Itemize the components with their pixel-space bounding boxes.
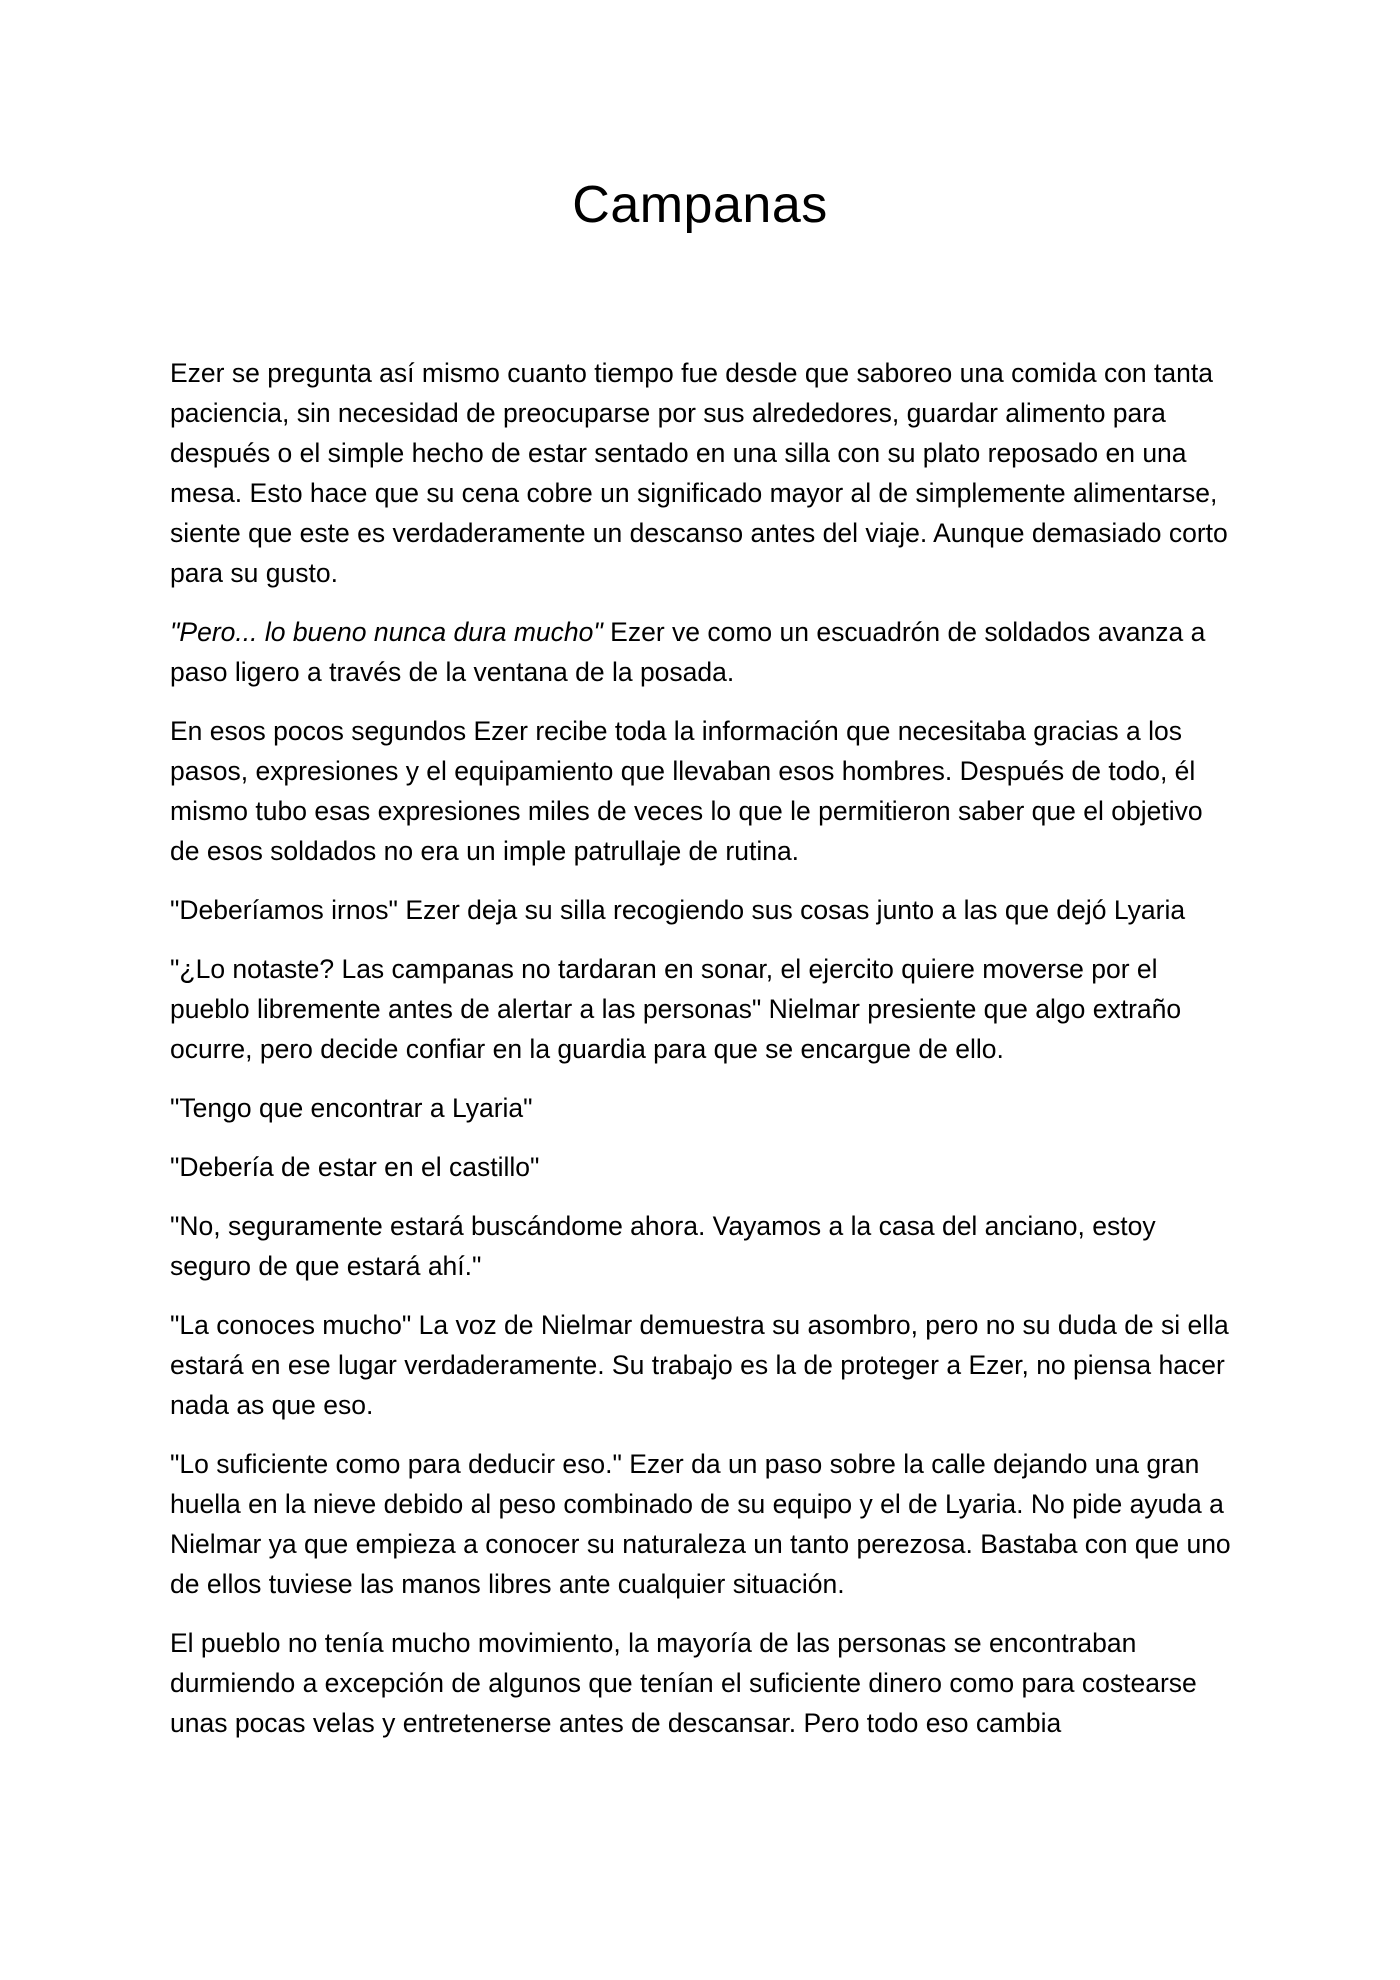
paragraph: "Debería de estar en el castillo"	[170, 1152, 540, 1182]
paragraph: "Tengo que encontrar a Lyaria"	[170, 1093, 533, 1123]
paragraph: "No, seguramente estará buscándome ahora. Vayamos a la casa del anciano, estoy seguro de que estará ahí."	[170, 1211, 1156, 1281]
paragraph: "¿Lo notaste? Las campanas no tardaran en sonar, el ejercito quiere moverse por el pueblo libremente antes de alertar a las personas" Nielmar presiente que algo extraño ocurre, pero decide confiar en la guardia para que se encargue de ello.	[170, 954, 1182, 1064]
document-body	[170, 353, 1236, 1762]
paragraph: "La conoces mucho" La voz de Nielmar demuestra su asombro, pero no su duda de si ella estará en ese lugar verdaderamente. Su trabajo es la de proteger a Ezer, no piensa hacer nada as que eso.	[170, 1310, 1229, 1420]
paragraph: El pueblo no tenía mucho movimiento, la mayoría de las personas se encontraban durmiendo a excepción de algunos que tenían el suficiente dinero como para costearse unas pocas velas y entretenerse antes de descansar. Pero todo eso cambia	[170, 1628, 1197, 1738]
paragraph-text: Ezer ve como un escuadrón de soldados avanza a paso ligero a través de la ventana de la posada.	[170, 617, 1206, 687]
paragraph: Ezer se pregunta así mismo cuanto tiempo fue desde que saboreo una comida con tanta paciencia, sin necesidad de preocuparse por sus alrededores, guardar alimento para después o el simple hecho de estar sentado en una silla con su plato reposado en una mesa. Esto hace que su cena cobre un significado mayor al de simplemente alimentarse, siente que este es verdaderamente un descanso antes del viaje. Aunque demasiado corto para su gusto.	[170, 358, 1228, 588]
document-title: Campanas	[572, 176, 828, 234]
italic-quote: "Pero... lo bueno nunca dura mucho"	[170, 617, 603, 647]
paragraph: En esos pocos segundos Ezer recibe toda la información que necesitaba gracias a los pasos, expresiones y el equipamiento que llevaban esos hombres. Después de todo, él mismo tubo esas expresiones miles de veces lo que le permitieron saber que el objetivo de esos soldados no era un imple patrullaje de rutina.	[170, 716, 1203, 866]
paragraph: "Deberíamos irnos" Ezer deja su silla recogiendo sus cosas junto a las que dejó Lyaria	[170, 895, 1186, 925]
paragraph	[170, 612, 1236, 692]
paragraph: "Lo suficiente como para deducir eso." Ezer da un paso sobre la calle dejando una gran huella en la nieve debido al peso combinado de su equipo y el de Lyaria. No pide ayuda a Nielmar ya que empieza a conocer su naturaleza un tanto perezosa. Bastaba con que uno de ellos tuviese las manos libres ante cualquier situación.	[170, 1449, 1231, 1599]
